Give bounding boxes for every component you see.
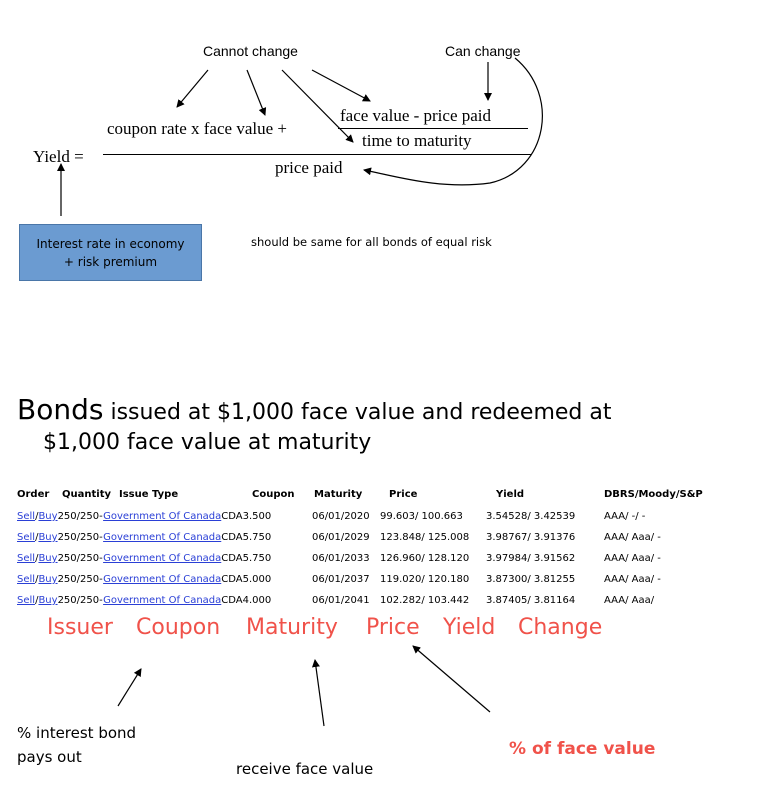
arrow-to-maturity-label [315,660,324,726]
arrow-to-face-value [247,70,265,115]
arrow-curve-to-price-paid [364,58,542,185]
issuer-link[interactable]: Government Of Canada [103,574,222,585]
quantity-cell: 250/250- [57,574,104,585]
link-separator: / [35,532,39,543]
maturity-cell: 06/01/2033 [312,553,370,564]
price-cell: 123.848/ 125.008 [380,532,470,543]
note-price: % of face value [509,739,656,759]
col-quantity: Quantity [62,489,111,500]
label-price: Price [366,615,420,640]
yield-cell: 3.98767/ 3.91376 [486,532,576,543]
cannot-change-label: Cannot change [203,43,298,59]
buy-link[interactable]: Buy [38,574,58,585]
sell-link[interactable]: Sell [17,553,36,564]
issuer-link[interactable]: Government Of Canada [103,595,222,606]
link-separator: / [35,511,39,522]
yield-cell: 3.87405/ 3.81164 [486,595,576,606]
rating-cell: AAA/ -/ - [604,511,646,522]
col-price: Price [389,489,418,500]
yield-label: Yield = [33,147,84,166]
coupon-cell: CDA5.750 [221,532,272,543]
link-separator: / [35,574,39,585]
label-issuer: Issuer [47,615,113,640]
can-change-label: Can change [445,43,521,59]
col-rating: DBRS/Moody/S&P [604,489,703,500]
coupon-term: coupon rate x face value + [107,119,287,138]
box-line-2: + risk premium [63,255,158,269]
col-coupon: Coupon [252,489,295,500]
issuer-link[interactable]: Government Of Canada [103,511,222,522]
arrow-to-time-to-maturity [282,70,353,142]
quantity-cell: 250/250- [57,595,104,606]
arrow-to-coupon-rate [177,70,208,107]
yield-cell: 3.97984/ 3.91562 [486,553,576,564]
box-line-1: Interest rate in economy [36,237,185,251]
label-yield: Yield [443,615,496,640]
note-coupon-line2: pays out [17,748,82,766]
quantity-cell: 250/250- [57,511,104,522]
note-coupon-line1: % interest bond [17,724,137,742]
numerator-top: face value - price paid [340,106,492,125]
label-maturity: Maturity [246,615,338,640]
col-order: Order [17,489,50,500]
buy-link[interactable]: Buy [38,511,58,522]
quantity-cell: 250/250- [57,553,104,564]
maturity-cell: 06/01/2020 [312,511,370,522]
denominator: price paid [275,158,343,177]
note-maturity: receive face value [236,760,374,778]
coupon-cell: CDA3.500 [221,511,272,522]
price-cell: 102.282/ 103.442 [380,595,470,606]
quantity-cell: 250/250- [57,532,104,543]
maturity-cell: 06/01/2041 [312,595,370,606]
col-issue-type: Issue Type [119,489,179,500]
buy-link[interactable]: Buy [38,595,58,606]
link-separator: / [35,553,39,564]
heading-bonds: Bonds [17,393,104,426]
buy-link[interactable]: Buy [38,532,58,543]
label-change: Change [518,615,603,640]
box-note: should be same for all bonds of equal risk [251,235,492,249]
sell-link[interactable]: Sell [17,574,36,585]
rating-cell: AAA/ Aaa/ - [604,574,661,585]
sell-link[interactable]: Sell [17,511,36,522]
sell-link[interactable]: Sell [17,532,36,543]
price-cell: 126.960/ 128.120 [380,553,470,564]
coupon-cell: CDA5.000 [221,574,272,585]
rating-cell: AAA/ Aaa/ - [604,532,661,543]
heading-rest: issued at $1,000 face value and redeemed at [110,400,612,425]
rating-cell: AAA/ Aaa/ - [604,553,661,564]
col-yield: Yield [496,489,525,500]
arrow-to-face-value-numerator [312,70,370,101]
sell-link[interactable]: Sell [17,595,36,606]
arrow-to-price-label [413,646,490,712]
link-separator: / [35,595,39,606]
arrow-to-coupon-label [118,669,141,706]
slide-heading-line2: $1,000 face value at maturity [43,430,372,455]
maturity-cell: 06/01/2037 [312,574,370,585]
yield-cell: 3.54528/ 3.42539 [486,511,576,522]
numerator-bottom: time to maturity [362,131,472,150]
issuer-link[interactable]: Government Of Canada [103,553,222,564]
yield-cell: 3.87300/ 3.81255 [486,574,576,585]
issuer-link[interactable]: Government Of Canada [103,532,222,543]
price-cell: 119.020/ 120.180 [380,574,470,585]
coupon-cell: CDA4.000 [221,595,272,606]
buy-link[interactable]: Buy [38,553,58,564]
maturity-cell: 06/01/2029 [312,532,370,543]
col-maturity: Maturity [314,489,363,500]
coupon-cell: CDA5.750 [221,553,272,564]
rating-cell: AAA/ Aaa/ [604,595,655,606]
label-coupon: Coupon [136,615,221,640]
price-cell: 99.603/ 100.663 [380,511,463,522]
